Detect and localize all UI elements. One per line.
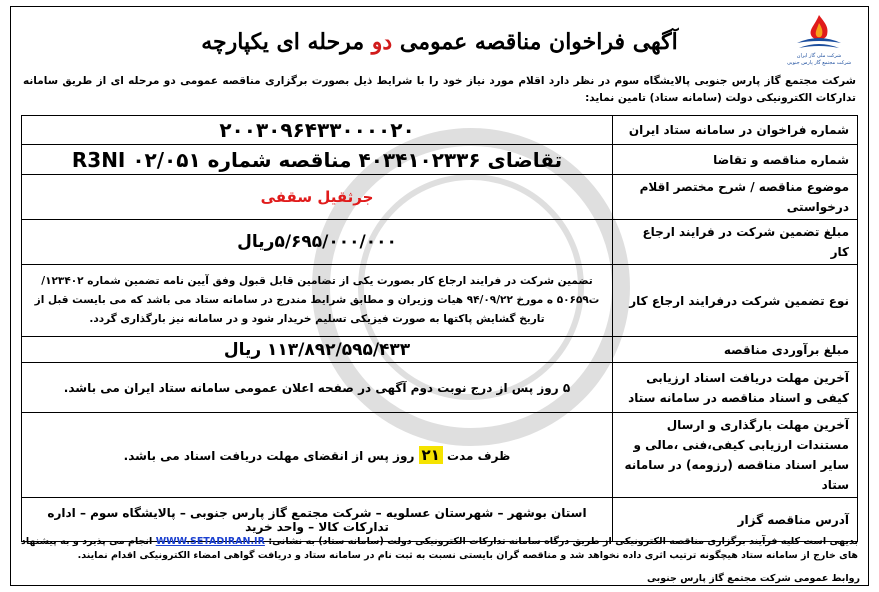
logo-caption-1: شرکت ملی گاز ایران — [796, 53, 842, 59]
upload-deadline — [22, 413, 613, 498]
table-row — [22, 220, 858, 265]
row-label: موضوع مناقصه / شرح مختصر اقلام درخواستی — [613, 175, 858, 220]
title-accent: دو — [371, 29, 393, 55]
row-label: آخرین مهلت دریافت اسناد ارزیابی کیفی و اسناد مناقصه در سامانه ستاد — [613, 363, 858, 413]
row-label: مبلغ برآوردی مناقصه — [613, 337, 858, 363]
intro-paragraph: شرکت مجتمع گاز پارس جنوبی پالایشگاه سوم در نظر دارد اقلام مورد نیاز خود را با شرایط ذیل بصورت برگزاری مناقصه عمومی دو مرحله ای از طریق سامانه تدارکات الکترونیکی دولت (سامانه ستاد) تامین نماید: — [23, 75, 856, 104]
document-deadline: ۵ روز پس از درج نوبت دوم آگهی در صفحه اعلان عمومی سامانه ستاد ایران می باشد. — [22, 363, 613, 413]
tender-notice — [10, 6, 869, 586]
upload-deadline-pre: ظرف مدت — [447, 449, 511, 463]
table-row — [22, 145, 858, 175]
title-part-2: مرحله ای یکپارچه — [201, 29, 365, 55]
page-title — [11, 29, 868, 55]
row-label: نوع تضمین شرکت درفرایند ارجاع کار — [613, 265, 858, 337]
row-label: آدرس مناقصه گزار — [613, 498, 858, 542]
logo-caption-2: شرکت مجتمع گاز پارس جنوبی — [786, 60, 852, 66]
table-row — [22, 413, 858, 498]
upload-deadline-post: روز پس از انقضای مهلت دریافت اسناد می باشد. — [123, 449, 415, 463]
title-part-1: آگهی فراخوان مناقصه عمومی — [399, 29, 678, 55]
row-label: آخرین مهلت بارگذاری و ارسال مستندات ارزیابی کیفی،فنی ،مالی و سایر اسناد مناقصه (رزومه) در سامانه ستاد — [613, 413, 858, 498]
estimated-amount: ۱۱۳/۸۹۲/۵۹۵/۴۳۳ ریال — [22, 337, 613, 363]
row-label: شماره فراخوان در سامانه ستاد ایران — [613, 116, 858, 145]
row-label: شماره مناقصه و تقاضا — [613, 145, 858, 175]
tender-subject: جرثقیل سقفی — [22, 175, 613, 220]
tender-address: استان بوشهر – شهرستان عسلویه – شرکت مجتمع گاز پارس جنوبی – پالایشگاه سوم – اداره تدارکات کالا – واحد خرید — [22, 498, 613, 542]
public-relations-signature: روابط عمومی شرکت مجتمع گاز پارس جنوبی — [647, 573, 860, 584]
table-row — [22, 337, 858, 363]
footer-note — [21, 535, 858, 563]
setad-link[interactable]: WWW.SETADIRAN.IR — [155, 536, 265, 547]
upload-deadline-days: ۲۱ — [419, 446, 443, 464]
row-label: مبلغ تضمین شرکت در فرایند ارجاع کار — [613, 220, 858, 265]
tender-call-number: ۲۰۰۳۰۹۶۴۳۳۰۰۰۰۲۰ — [22, 116, 613, 145]
guarantee-type: تضمین شرکت در فرایند ارجاع کار بصورت یکی از تضامین قابل قبول وفق آیین نامه تضمین شماره ۱۲۳۴۰۲/ت۵۰۶۵۹ ه مورخ ۹۴/۰۹/۲۲ هیات وزیران و مطابق شرایط مندرج در سامانه ستاد می باشد که می بایست قبل از تاریخ گشایش پاکتها به صورت فیزیکی تسلیم خریدار شود و در سامانه نیز بارگذاری گردد. — [22, 265, 613, 337]
notice-header — [11, 7, 868, 73]
footer-text-1: بدیهی است کلیه فرآیند برگزاری مناقصه الکترونیکی از طریق درگاه سامانه تدارکات الکترونیکی دولت (سامانه ستاد) به نشانی: — [268, 536, 859, 547]
tender-details-table — [21, 115, 858, 542]
guarantee-amount: ۵/۶۹۵/۰۰۰/۰۰۰ریال — [22, 220, 613, 265]
table-row — [22, 175, 858, 220]
table-row — [22, 265, 858, 337]
tender-request-number: تقاضای ۴۰۳۴۱۰۲۳۳۶ مناقصه شماره R3NI ۰۲/۰۵۱ — [22, 145, 613, 175]
table-row — [22, 363, 858, 413]
table-row — [22, 116, 858, 145]
footer-text-2: انجام می پذیرد و به پیشنهاد های خارج از سامانه ستاد هیچگونه ترتیب اثری داده نخواهد شد و مناقصه گران بایستی نسبت به ثبت نام در سامانه ستاد و دریافت گواهی امضاء الکترونیکی اقدام نمایند. — [21, 536, 858, 561]
